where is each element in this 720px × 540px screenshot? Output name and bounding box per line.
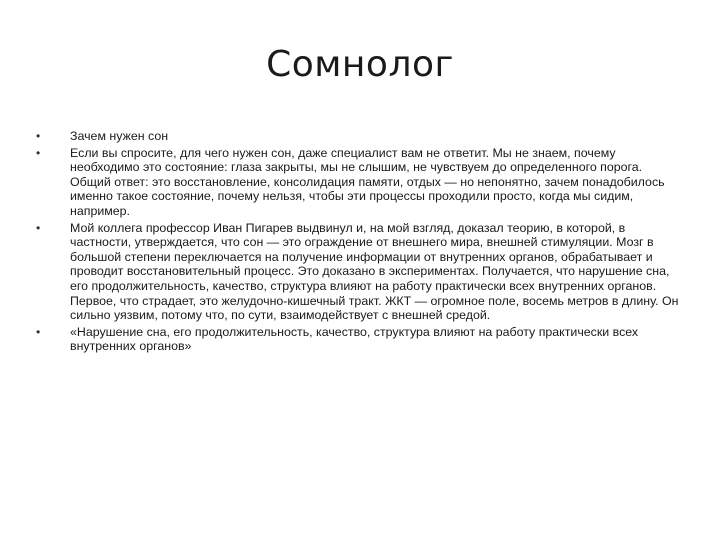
bullet-icon: •: [36, 220, 41, 235]
bullet-item-heading: [36, 129, 686, 144]
bullet-text: «Нарушение сна, его продолжительность, качество, структура влияют на работу практически всех внутренних органов»: [70, 324, 639, 354]
bullet-text: Зачем нужен сон: [70, 129, 169, 143]
bullet-icon: •: [36, 129, 41, 143]
bullet-icon: •: [36, 324, 41, 339]
bullet-text: Мой коллега профессор Иван Пигарев выдвинул и, на мой взгляд, доказал теорию, в которой, в частности, утверждается, что сон — это ограждение от внешнего мира, внешней стимуляции. Мозг в большой степени переключается на получение информации от внутренних органов, обрабатывает и проводит восстановительный процесс. Это доказано в экспериментах. Получается, что нарушение сна, его продолжительность, качество, структура влияют на работу практически всех внутренних органов. Первое, что страдает, это желудочно-кишечный тракт. ЖКТ — огромное поле, восемь метров в длину. Он сильно уязвим, потому что, по сути, взаимодействует с внешней средой.: [70, 220, 679, 323]
bullet-icon: •: [36, 145, 41, 160]
bullet-item-quote: [36, 325, 686, 354]
slide-title: Сомнолог: [266, 44, 454, 85]
bullet-item-question: [36, 146, 686, 219]
bullet-text: Если вы спросите, для чего нужен сон, даже специалист вам не ответит. Мы не знаем, почему необходимо это состояние: глаза закрыты, мы не слышим, не чувствуем до определенного порога. Общий ответ: это восстановление, консолидация памяти, отдых — но непонятно, зачем понадобилось именно такое состояние, почему нельзя, чтобы эти процессы проходили просто, когда мы сидим, например.: [70, 145, 665, 218]
bullet-list: [36, 129, 686, 356]
bullet-item-theory: [36, 221, 686, 323]
